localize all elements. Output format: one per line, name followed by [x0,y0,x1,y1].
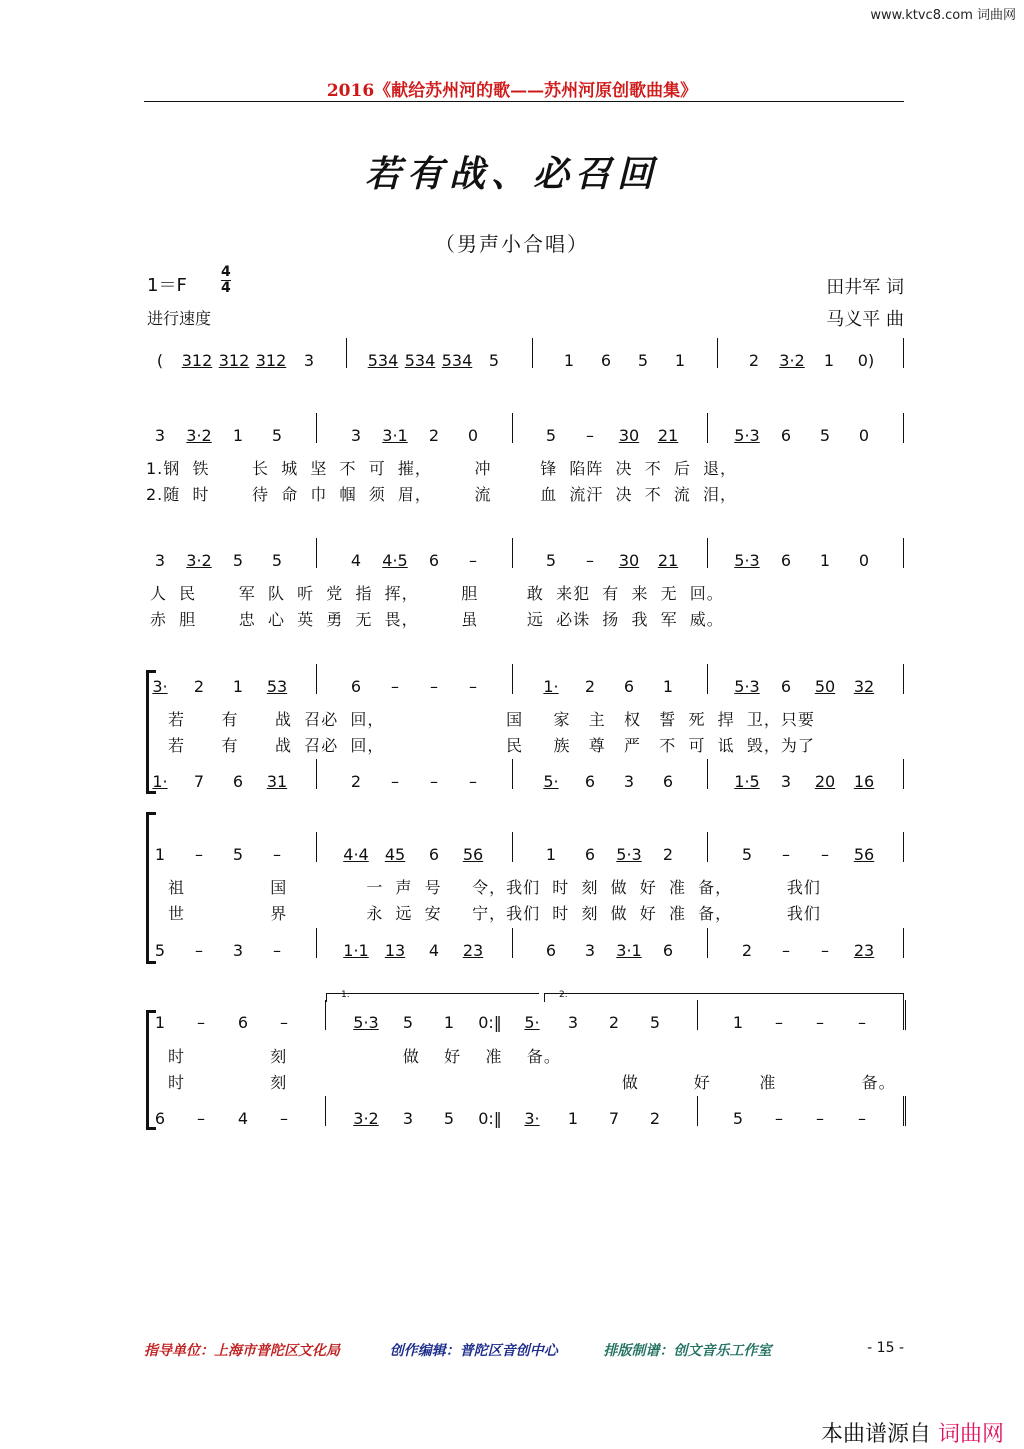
note: – [273,845,281,864]
note: 312 [181,351,213,370]
note: 5 [232,551,244,570]
intro-row [0,348,1024,374]
line3-lyrics-verse1: 若 有 战 召必 回， 国 家 主 权 誓 死 捍 卫，只要 [168,710,815,729]
note: 1 [662,677,674,696]
note: 6 [232,772,244,791]
note: 0:‖ [478,1109,502,1128]
note: 4 [428,941,440,960]
note: 5 [154,941,166,960]
note: 6 [600,351,612,370]
volta-2-label: 2. [559,990,568,1000]
note: 1·1 [343,941,369,960]
line5-upper-notes [0,1010,1024,1036]
note: – [197,1013,205,1032]
footer-typeset-label: 排版制谱： [603,1343,674,1359]
note: 2 [649,1109,661,1128]
note: – [858,1109,866,1128]
note: 30 [618,551,640,570]
barline [325,1000,326,1030]
barline [316,538,317,568]
barline [316,664,317,694]
note: 5 [271,551,283,570]
note: 1 [567,1109,579,1128]
note: 0 [858,551,870,570]
note: 312 [255,351,287,370]
note: – [197,1109,205,1128]
barline [707,664,708,694]
note: 5 [488,351,500,370]
note: – [782,941,790,960]
note: 2 [193,677,205,696]
note: 1 [819,551,831,570]
line5-lyrics-verse2: 时 刻 做 好 准 备。 [168,1073,896,1092]
note: 5 [545,551,557,570]
note: 2 [608,1013,620,1032]
note: 45 [384,845,406,864]
note: 3·2 [353,1109,379,1128]
note: 0) [857,351,875,370]
header-rule [144,101,904,102]
note: 5·3 [734,426,760,445]
barline [512,928,513,958]
barline [903,1000,906,1030]
footer-typeset-value: 创文音乐工作室 [673,1343,772,1359]
note: 1 [823,351,835,370]
note: 534 [404,351,436,370]
note: 3·2 [186,551,212,570]
note: 6 [780,426,792,445]
note: 5·3 [734,551,760,570]
note: 56 [462,845,484,864]
page-number: - 15 - [867,1340,904,1356]
note: 5·3 [616,845,642,864]
barline [512,664,513,694]
note: 5 [271,426,283,445]
note: – [775,1109,783,1128]
note: 21 [657,426,679,445]
note: 20 [814,772,836,791]
note: 1 [443,1013,455,1032]
note: 6 [780,677,792,696]
note: 3 [303,351,315,370]
volta-first-ending [326,990,539,1002]
note: 3·1 [382,426,408,445]
note: 6 [662,772,674,791]
note: 4·4 [343,845,369,864]
note: 6 [662,941,674,960]
note: – [195,845,203,864]
note: – [391,772,399,791]
note: 6 [584,772,596,791]
barline [903,1096,906,1126]
note: 5 [732,1109,744,1128]
barline [707,928,708,958]
note: – [821,941,829,960]
note: 2 [662,845,674,864]
note: 7 [193,772,205,791]
note: 5 [232,845,244,864]
note: 23 [462,941,484,960]
note: 1· [543,677,559,696]
note: 3·2 [779,351,805,370]
note: 6 [623,677,635,696]
note: – [280,1109,288,1128]
note: – [469,551,477,570]
note: 6 [780,551,792,570]
line3-lyrics-verse2: 若 有 战 召必 回， 民 族 尊 严 不 可 诋 毁，为了 [168,736,815,755]
note: – [280,1013,288,1032]
note: 1·5 [734,772,760,791]
line5-lyrics-verse1: 时 刻 做 好 准 备。 [168,1047,561,1066]
note: 7 [608,1109,620,1128]
note: 0 [858,426,870,445]
note: 30 [618,426,640,445]
tempo-marking: 进行速度 [147,309,212,328]
barline [697,1096,698,1126]
note: 312 [218,351,250,370]
note: 1 [674,351,686,370]
note: 1 [154,845,166,864]
note: 534 [441,351,473,370]
note: 0 [467,426,479,445]
note: 4 [237,1109,249,1128]
key-signature [147,264,231,297]
note: 5 [402,1013,414,1032]
note: 5 [741,845,753,864]
note: 3 [623,772,635,791]
footer-editor-value: 普陀区音创中心 [459,1343,558,1359]
note: 53 [266,677,288,696]
note: 2 [428,426,440,445]
line1-lyrics-verse1: 1.钢 铁 长 城 坚 不 可 摧， 冲 锋 陷阵 决 不 后 退， [146,459,738,478]
note: 5· [543,772,559,791]
note: 2 [584,677,596,696]
note: 3 [567,1013,579,1032]
note: 13 [384,941,406,960]
line3-upper-notes [0,674,1024,700]
barline [346,338,347,368]
note: 5· [524,1013,540,1032]
time-top: 4 [221,264,231,280]
barline [707,759,708,789]
volta-1-label: 1. [341,990,350,1000]
note: 3·2 [186,426,212,445]
footer-guide-label: 指导单位： [144,1343,214,1359]
composer-credit: 马义平 曲 [826,309,904,330]
note: 21 [657,551,679,570]
note: 6 [428,551,440,570]
note: 1 [232,677,244,696]
barline [903,664,904,694]
barline [903,759,904,789]
note: 3 [584,941,596,960]
line3-lower-notes [0,769,1024,795]
note: 4·5 [382,551,408,570]
note: 5 [443,1109,455,1128]
line2-lyrics-verse1: 人 民 军 队 听 党 指 挥， 胆 敢 来犯 有 来 无 回。 [150,584,724,603]
note: ( [156,351,164,370]
note: 2 [741,941,753,960]
note: 5 [649,1013,661,1032]
note: 3·1 [616,941,642,960]
watermark-bottom [821,1417,1004,1448]
note: 31 [266,772,288,791]
barline [316,759,317,789]
watermark-brand: 词曲网 [937,1422,1004,1447]
note: 6 [584,845,596,864]
note: – [469,677,477,696]
note: 6 [428,845,440,864]
line2-notes [0,548,1024,574]
note: 56 [853,845,875,864]
barline [903,928,904,958]
note: 5·3 [353,1013,379,1032]
barline [707,413,708,443]
note: 3 [154,426,166,445]
note: 3 [780,772,792,791]
line5-lower-notes [0,1106,1024,1132]
barline [325,1096,326,1126]
barline [316,832,317,862]
note: 16 [853,772,875,791]
footer-editor-label: 创作编辑： [389,1343,460,1359]
barline [512,538,513,568]
note: – [586,426,594,445]
note: 5 [545,426,557,445]
volta-second-ending [544,990,904,1002]
note: 6 [154,1109,166,1128]
barline [707,832,708,862]
footer-credits [144,1340,772,1360]
collection-title: 2016《献给苏州河的歌——苏州河原创歌曲集》 [326,81,698,101]
note: 23 [853,941,875,960]
note: 1 [732,1013,744,1032]
barline [697,1000,698,1030]
line4-upper-notes [0,842,1024,868]
note: 6 [237,1013,249,1032]
note: 1 [545,845,557,864]
note: 3 [154,551,166,570]
note: 534 [367,351,399,370]
note: 1 [154,1013,166,1032]
note: 2 [350,772,362,791]
barline [512,413,513,443]
note: – [430,677,438,696]
note: 3 [232,941,244,960]
barline [316,413,317,443]
note: 3 [402,1109,414,1128]
time-signature [221,265,231,296]
note: 32 [853,677,875,696]
song-title: 若有战、必召回 [364,153,659,195]
barline [903,832,904,862]
note: 50 [814,677,836,696]
note: – [273,941,281,960]
line4-lyrics-verse1: 祖 国 一 声 号 令，我们 时 刻 做 好 准 备， 我们 [168,878,821,897]
note: 5 [637,351,649,370]
note: – [782,845,790,864]
barline [707,538,708,568]
note: – [821,845,829,864]
note: 1 [563,351,575,370]
note: – [858,1013,866,1032]
line1-lyrics-verse2: 2.随 时 待 命 巾 帼 须 眉， 流 血 流汗 决 不 流 泪， [146,485,738,504]
note: – [816,1013,824,1032]
note: – [586,551,594,570]
watermark-prefix: 本曲谱源自 [820,1422,931,1447]
line1-notes [0,423,1024,449]
note: – [430,772,438,791]
barline [532,338,533,368]
note: 1· [152,772,168,791]
note: 3· [152,677,168,696]
note: 6 [545,941,557,960]
footer-guide-value: 上海市普陀区文化局 [214,1343,340,1359]
note: – [469,772,477,791]
note: 2 [748,351,760,370]
line4-lyrics-verse2: 世 界 永 远 安 宁，我们 时 刻 做 好 准 备， 我们 [168,904,821,923]
line2-lyrics-verse2: 赤 胆 忠 心 英 勇 无 畏， 虽 远 必诛 扬 我 军 威。 [150,610,724,629]
line4-lower-notes [0,938,1024,964]
barline [903,538,904,568]
note: 0:‖ [478,1013,502,1032]
note: 3· [524,1109,540,1128]
barline [512,759,513,789]
barline [903,338,904,368]
note: 4 [350,551,362,570]
note: 5 [819,426,831,445]
note: – [775,1013,783,1032]
note: 1 [232,426,244,445]
key-label: 1＝F [147,275,187,296]
note: – [816,1109,824,1128]
song-subtitle: （男声小合唱） [435,232,589,256]
watermark-top: www.ktvc8.com 词曲网 [870,8,1016,23]
note: – [195,941,203,960]
lyricist-credit: 田井军 词 [826,277,904,298]
note: – [391,677,399,696]
time-bottom: 4 [221,280,231,296]
note: 3 [350,426,362,445]
barline [717,338,718,368]
barline [903,413,904,443]
barline [316,928,317,958]
note: 5·3 [734,677,760,696]
note: 6 [350,677,362,696]
barline [512,832,513,862]
